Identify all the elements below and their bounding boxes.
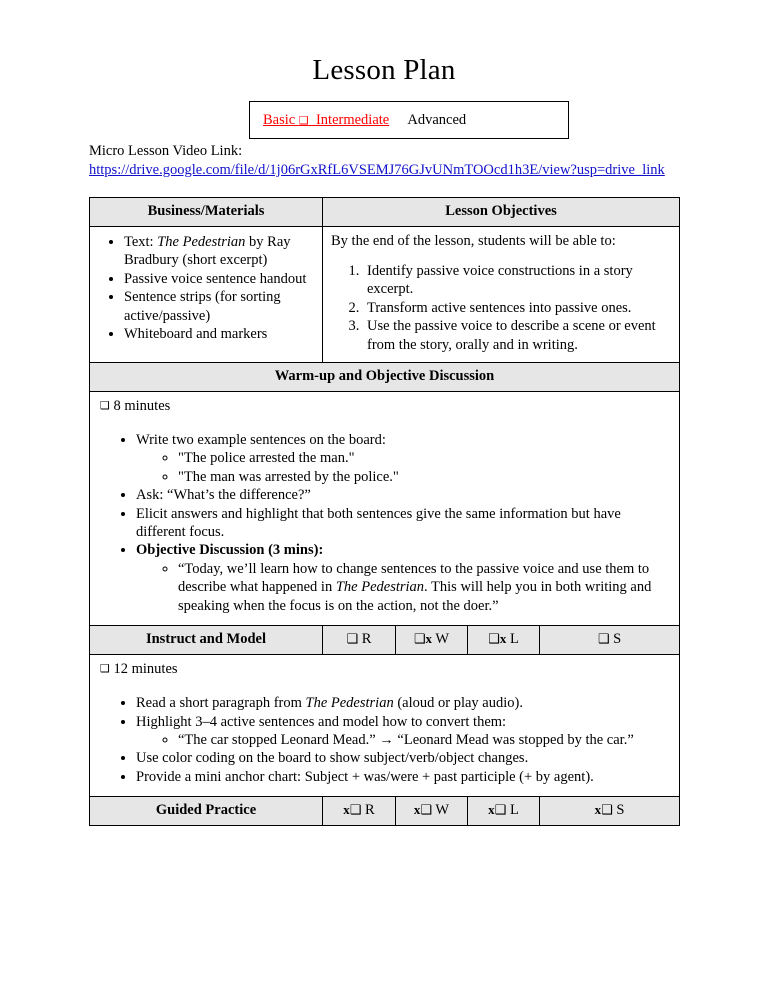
lesson-plan-table [89, 197, 680, 826]
bullet-text: Write two example sentences on the board: [136, 432, 386, 449]
checkbox-icon[interactable]: ❑ [346, 632, 359, 648]
checkbox-icon[interactable]: ❑ [488, 632, 500, 648]
skill-label: W [435, 802, 450, 819]
checkbox-icon[interactable]: ❑ [349, 803, 362, 819]
skill-label: R [361, 631, 372, 648]
video-link-label: Micro Lesson Video Link: [89, 143, 243, 159]
level-option-intermediate[interactable]: Intermediate [315, 111, 390, 128]
objectives-list [331, 262, 671, 354]
table-row-headers [90, 198, 680, 227]
video-link-block [89, 142, 675, 179]
skill-checkbox-guided-s[interactable] [540, 797, 680, 826]
warmup-sublist-3 [136, 560, 671, 615]
instruct-duration-text: 12 minutes [113, 661, 178, 678]
list-item: ◦ “Today, we’ll learn how to change sentences to the passive voice and use them to describe what happened in The Pedestrian. This will help you in both writing and speaking when the focus is on the action, not the doer.” [178, 560, 671, 615]
skill-checkbox-guided-w[interactable] [396, 797, 468, 826]
checkbox-mark: x [343, 802, 350, 818]
skill-label: L [509, 802, 519, 819]
checkbox-mark: x [425, 631, 433, 647]
list-item: • Read a short paragraph from The Pedestrian (aloud or play audio). [136, 694, 671, 712]
materials-cell [90, 227, 323, 363]
instruct-cell [90, 655, 680, 797]
checkbox-mark: x [413, 802, 421, 818]
bullet-text: Highlight 3–4 active sentences and model how to convert them: [136, 713, 507, 730]
guided-practice-header: Guided Practice [90, 797, 323, 826]
list-item: • Use color coding on the board to show subject/verb/object changes. [136, 749, 671, 767]
instruct-header: Instruct and Model [90, 626, 323, 655]
video-link-url[interactable]: https://drive.google.com/file/d/1j06rGxRfL6VSEMJ76GJvUNmTOOcd1h3E/view?usp=drive_link [89, 161, 665, 178]
clock-icon: ❑ [100, 399, 110, 413]
list-item: • Provide a mini anchor chart: Subject + was/were + past participle (+ by agent). [136, 768, 671, 786]
skill-label: R [365, 802, 375, 819]
checkbox-icon[interactable]: ❑ [413, 632, 426, 648]
skill-checkbox-guided-r[interactable] [323, 797, 396, 826]
bullet-text: Objective Discussion (3 mins): [136, 542, 324, 559]
level-selector[interactable] [249, 101, 569, 139]
skill-label: S [613, 631, 622, 648]
warmup-duration [100, 398, 671, 415]
list-item: ◦ "The police arrested the man." [178, 449, 671, 467]
table-row-instruct-header [90, 626, 680, 655]
skill-checkbox-instruct-r[interactable] [323, 626, 396, 655]
table-row-guided-practice [90, 797, 680, 826]
list-item: 2. Transform active sentences into passive ones. [363, 299, 671, 317]
list-item: • Whiteboard and markers [124, 325, 314, 343]
checkbox-mark: x [594, 802, 602, 818]
skill-checkbox-guided-l[interactable] [468, 797, 540, 826]
checkbox-basic-icon[interactable]: ❑ [298, 113, 309, 127]
list-item: 1. Identify passive voice constructions in a story excerpt. [363, 262, 671, 299]
page-title: Lesson Plan [312, 54, 456, 86]
skill-checkbox-instruct-w[interactable] [396, 626, 468, 655]
table-row-warmup-header [90, 363, 680, 392]
list-item: 3. Use the passive voice to describe a scene or event from the story, orally and in writing. [363, 317, 671, 354]
list-item: • Elicit answers and highlight that both sentences give the same information but have different focus. [136, 505, 671, 542]
checkbox-icon[interactable]: ❑ [597, 632, 610, 648]
checkbox-icon[interactable]: ❑ [420, 803, 433, 819]
list-item: • Text: The Pedestrian by Ray Bradbury (short excerpt) [124, 233, 314, 270]
table-row-instruct-body [90, 655, 680, 797]
objectives-header: Lesson Objectives [323, 198, 680, 227]
skill-checkbox-instruct-l[interactable] [468, 626, 540, 655]
warmup-cell [90, 392, 680, 626]
materials-list [98, 233, 314, 343]
instruct-list [100, 694, 671, 786]
objectives-intro: By the end of the lesson, students will be able to: [331, 233, 616, 249]
warmup-header: Warm-up and Objective Discussion [90, 363, 680, 392]
clock-icon: ❑ [100, 662, 110, 676]
list-item [136, 431, 671, 486]
skill-checkbox-instruct-s[interactable] [540, 626, 680, 655]
list-item: ◦ "The man was arrested by the police." [178, 468, 671, 486]
level-option-advanced[interactable]: Advanced [407, 111, 467, 128]
list-item: • Ask: “What’s the difference?” [136, 486, 671, 504]
checkbox-icon[interactable]: ❑ [494, 803, 507, 819]
level-option-basic[interactable]: Basic [263, 111, 296, 128]
list-item: • Passive voice sentence handout [124, 270, 314, 288]
checkbox-mark: x [488, 802, 495, 818]
table-row-warmup-body [90, 392, 680, 626]
list-item: ◦ “The car stopped Leonard Mead.” → “Leonard Mead was stopped by the car.” [178, 731, 671, 749]
skill-label: L [509, 631, 519, 648]
warmup-sublist-0 [136, 449, 671, 486]
list-item [136, 713, 671, 750]
objectives-cell [323, 227, 680, 363]
checkbox-mark: x [499, 631, 507, 647]
instruct-sublist-1 [136, 731, 671, 749]
warmup-duration-text: 8 minutes [113, 398, 171, 415]
table-row-materials-objectives [90, 227, 680, 363]
skill-label: S [616, 802, 625, 819]
list-item: • Sentence strips (for sorting active/passive) [124, 288, 314, 325]
instruct-duration [100, 661, 671, 678]
list-item [136, 541, 671, 615]
checkbox-icon[interactable]: ❑ [601, 803, 613, 819]
materials-header: Business/Materials [90, 198, 323, 227]
skill-label: W [435, 631, 450, 648]
warmup-list [100, 431, 671, 615]
